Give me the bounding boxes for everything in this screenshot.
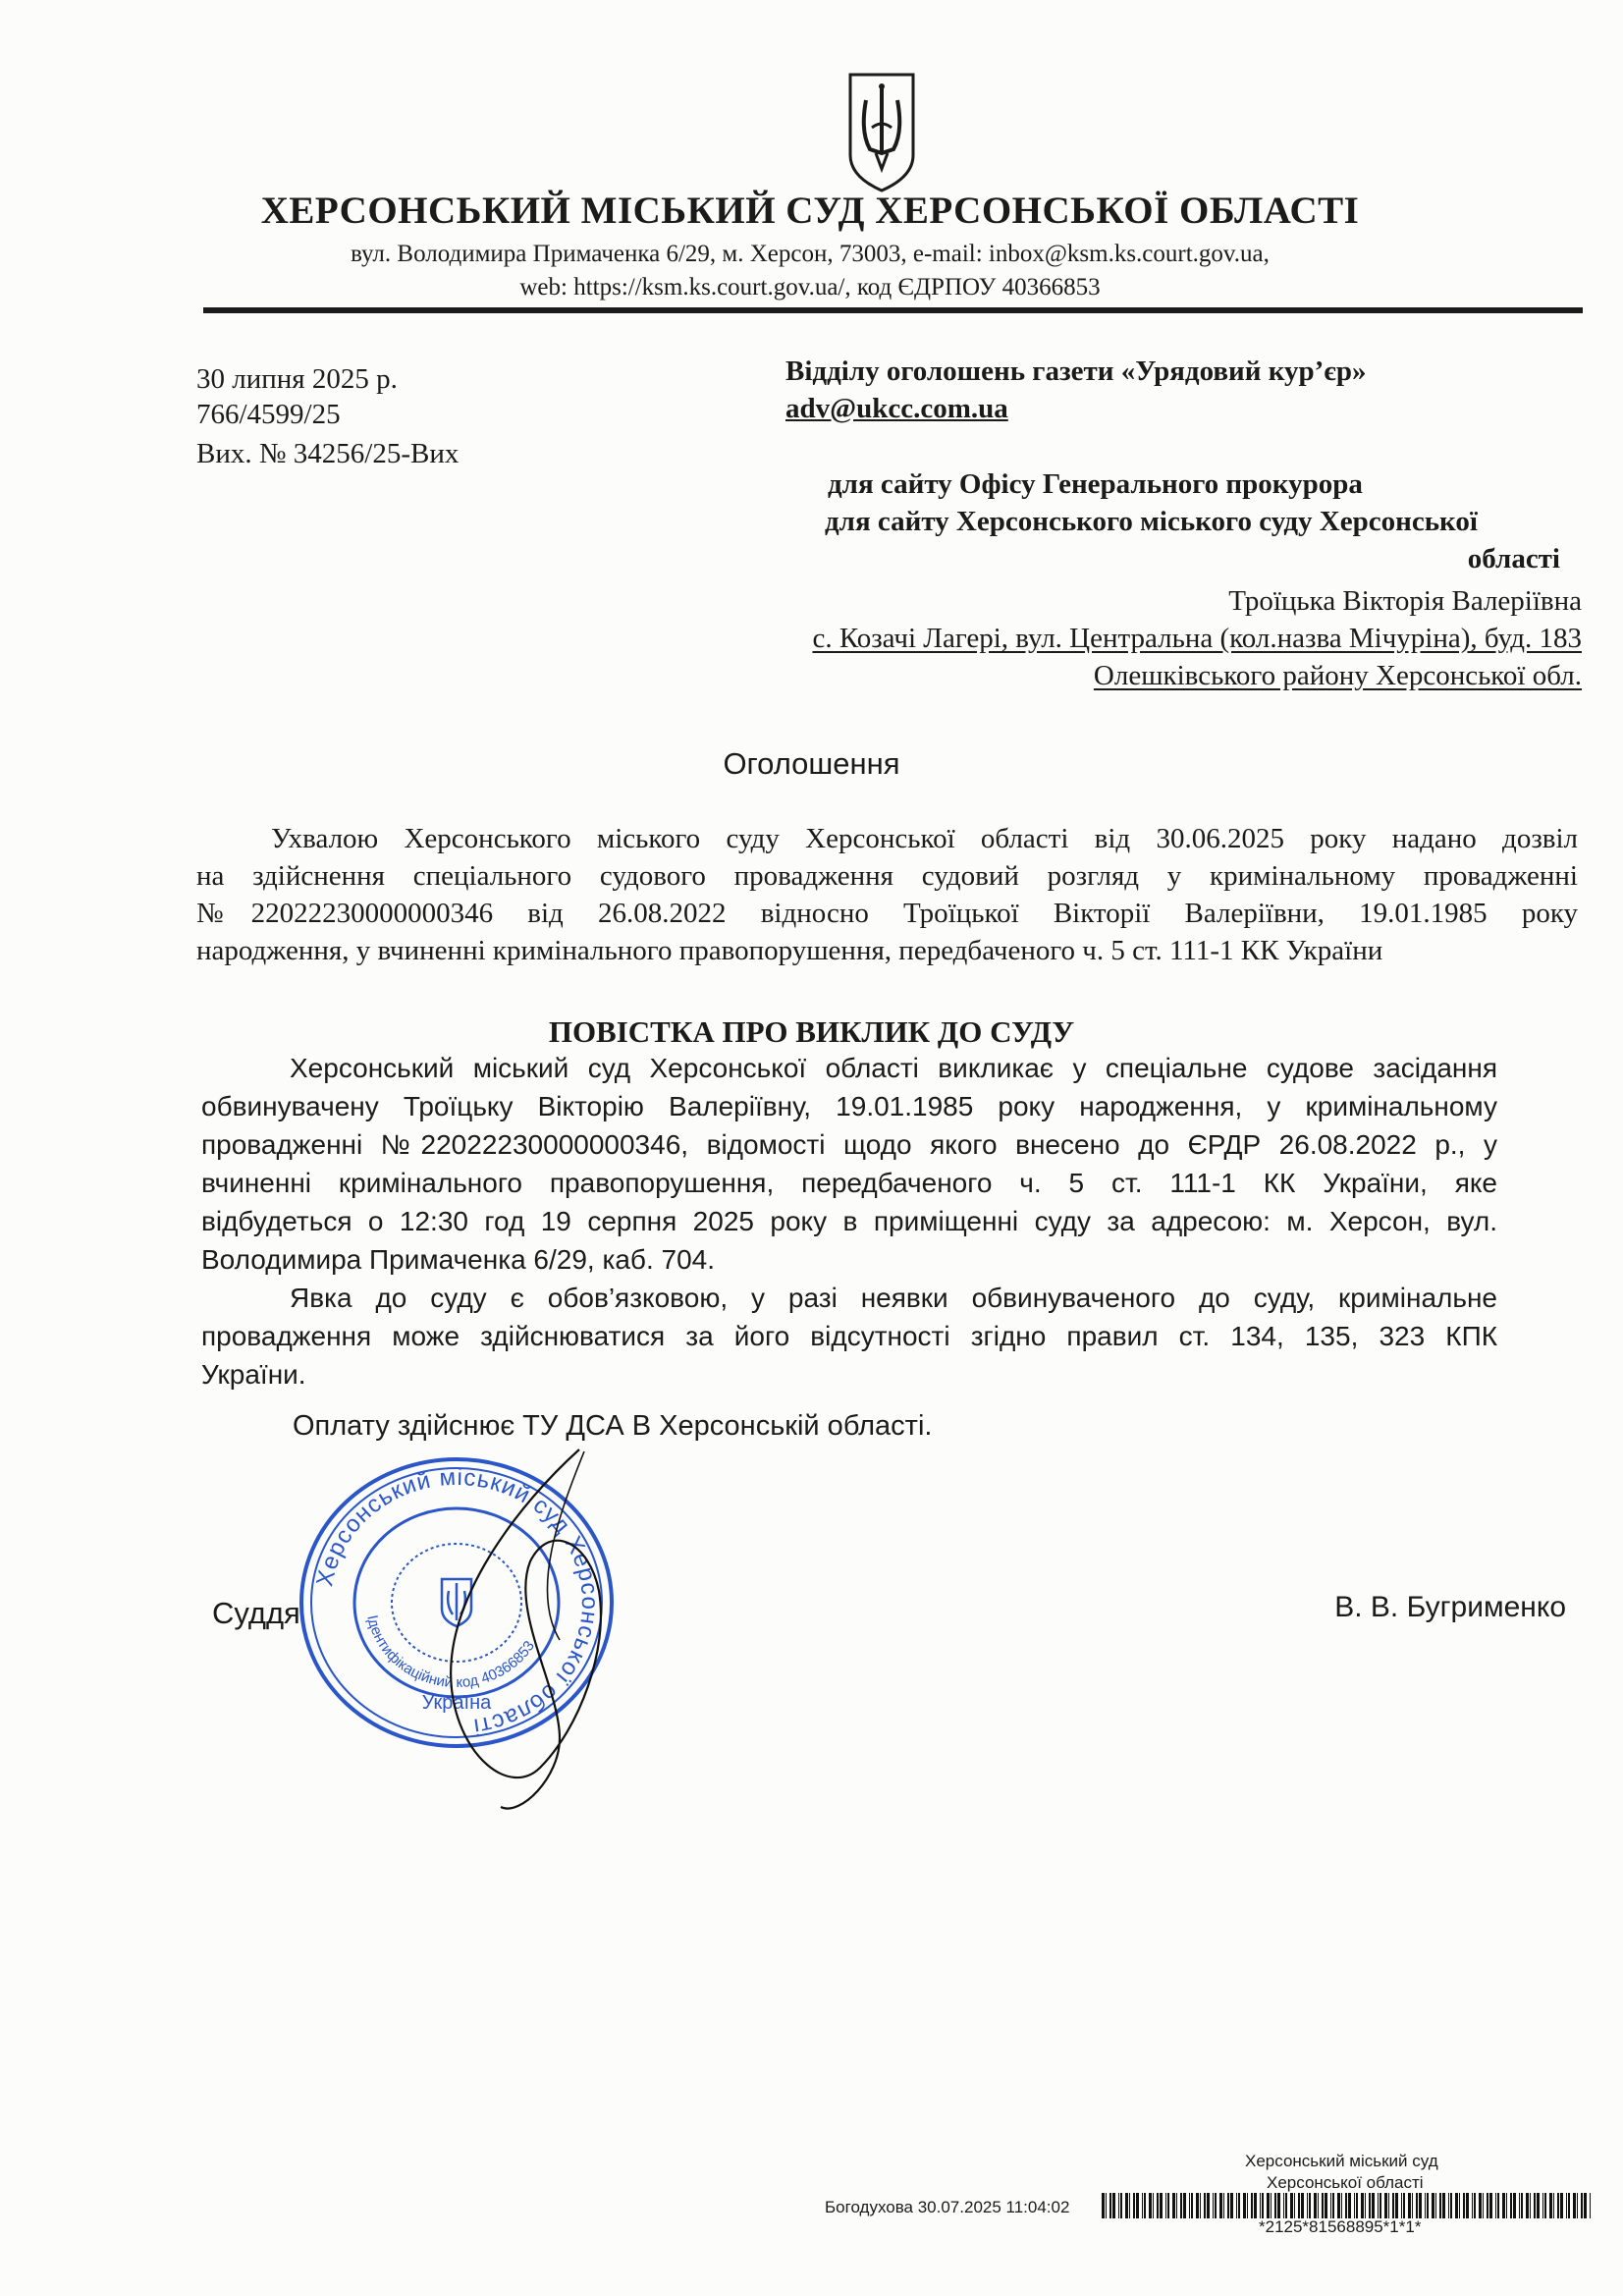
barcode-code: *2125*81568895*1*1* — [1259, 2217, 1422, 2236]
svg-text:Херсонський міський суд Херсон: Херсонський міський суд Херсонської області — [311, 1463, 604, 1740]
outgoing-number: Вих. № 34256/25-Вих — [196, 438, 460, 469]
recipient-newspaper: Відділу оголошень газети «Урядовий кур’єр» — [785, 355, 1367, 387]
case-number: 766/4599/25 — [196, 399, 341, 430]
recipient-address: с. Козачі Лагері, вул. Центральна (кол.назва Мічуріна), буд. 183 — [812, 623, 1582, 654]
summons-line: України. — [201, 1359, 306, 1390]
court-web-and-code: web: https://ksm.ks.court.gov.ua/, код ЄДРПОУ 40366853 — [519, 274, 1101, 301]
recipient-court-site: для сайту Херсонського міського суду Херсонської — [825, 506, 1478, 537]
judge-name: В. В. Бугрименко — [1334, 1591, 1566, 1623]
document-barcode — [1102, 2193, 1593, 2218]
announcement-line: Ухвалою Херсонського міського суду Херсонської області від 30.06.2025 року надано дозвіл — [271, 823, 1578, 854]
announcement-line: на здійснення спеціального судового провадження судовий розгляд у кримінальному провадженні — [196, 860, 1578, 892]
barcode-court-region: Херсонської області — [1267, 2173, 1424, 2192]
recipient-prosecutor-site: для сайту Офісу Генерального прокурора — [828, 468, 1363, 500]
svg-text:Україна: Україна — [421, 1692, 492, 1714]
payment-note: Оплату здійснює ТУ ДСА В Херсонській області. — [293, 1410, 933, 1442]
announcement-line: №22022230000000346 від 26.08.2022 відносно Троїцької Вікторії Валеріївни, 19.01.1985 року — [196, 898, 1578, 929]
barcode-court-name: Херсонський міський суд — [1245, 2152, 1438, 2170]
summons-line: провадженні №22022230000000346, відомості щодо якого внесено до ЄРДР 26.08.2022 р., у — [201, 1129, 1497, 1160]
summons-line: Володимира Примаченка 6/29, каб. 704. — [201, 1244, 716, 1275]
recipient-court-site-cont: області — [1467, 543, 1560, 574]
summons-line: Херсонський міський суд Херсонської області викликає у спеціальне судове засідання — [290, 1053, 1497, 1083]
trident-coat-of-arms-icon — [846, 71, 917, 194]
summons-line: вчиненні кримінального правопорушення, передбаченого ч. 5 ст. 111-1 КК України, яке — [201, 1168, 1497, 1198]
judge-label: Суддя — [212, 1596, 300, 1630]
header-divider — [203, 307, 1583, 313]
judge-handwritten-signature — [412, 1444, 668, 1827]
barcode-operator-timestamp: Богодухова 30.07.2025 11:04:02 — [825, 2198, 1070, 2216]
recipient-district: Олешківського району Херсонської обл. — [1093, 660, 1582, 691]
announcement-line: народження, у вчиненні кримінального правопорушення, передбаченого ч. 5 ст. 111-1 КК України — [196, 935, 1383, 966]
summons-line: відбудеться о 12:30 год 19 серпня 2025 року в приміщенні суду за адресою: м. Херсон, вул. — [201, 1206, 1497, 1236]
announcement-title: Оголошення — [723, 746, 900, 781]
summons-title: ПОВІСТКА ПРО ВИКЛИК ДО СУДУ — [548, 1014, 1075, 1049]
summons-line: Явка до суду є обов’язковою, у разі неявки обвинуваченого до суду, кримінальне — [290, 1283, 1497, 1313]
svg-text:Ідентифікаційний код 40366853: Ідентифікаційний код 40366853 — [363, 1613, 538, 1692]
document-date: 30 липня 2025 р. — [196, 363, 398, 395]
court-address: вул. Володимира Примаченка 6/29, м. Херсон, 73003, e-mail: inbox@ksm.ks.court.gov.ua, — [351, 241, 1270, 267]
recipient-email-link[interactable]: adv@ukcc.com.ua — [785, 393, 1008, 424]
summons-line: обвинувачену Троїцьку Вікторію Валеріївну, 19.01.1985 року народження, у кримінальному — [201, 1091, 1497, 1121]
court-name: ХЕРСОНСЬКИЙ МІСЬКИЙ СУД ХЕРСОНСЬКОЇ ОБЛАСТІ — [260, 190, 1360, 232]
recipient-person: Троїцька Вікторія Валеріївна — [1228, 585, 1582, 617]
summons-line: провадження може здійснюватися за його відсутності згідно правил ст. 134, 135, 323 КПК — [201, 1321, 1497, 1351]
